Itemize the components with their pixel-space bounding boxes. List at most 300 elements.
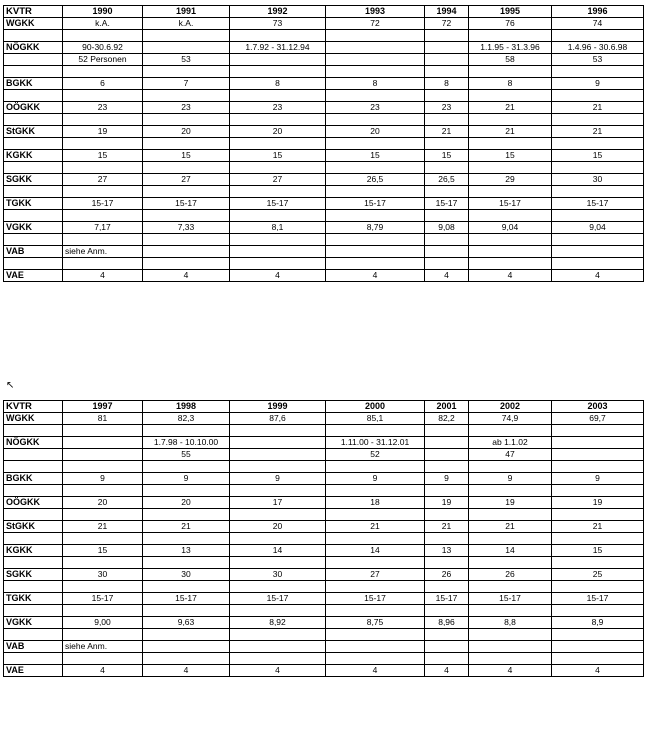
spacer-cell (143, 653, 230, 665)
table-row (4, 473, 644, 485)
spacer-cell (143, 210, 230, 222)
cell-value (552, 641, 644, 653)
spacer-cell (143, 581, 230, 593)
spacer-cell (143, 605, 230, 617)
cell-value (425, 54, 469, 66)
cell-value: 15-17 (143, 593, 230, 605)
spacer-cell (326, 533, 425, 545)
cell-value: 19 (425, 497, 469, 509)
cell-value: 4 (326, 665, 425, 677)
spacer-cell (63, 234, 143, 246)
table-row (4, 42, 644, 54)
spacer-cell (326, 509, 425, 521)
row-label: VAB (4, 246, 63, 258)
cell-value: 1.11.00 - 31.12.01 (326, 437, 425, 449)
spacer-cell (552, 90, 644, 102)
spacer-cell (425, 509, 469, 521)
cell-value: 14 (230, 545, 326, 557)
cell-value: 26,5 (425, 174, 469, 186)
cell-value: 4 (469, 665, 552, 677)
cell-value: 8 (326, 78, 425, 90)
cell-value: 27 (230, 174, 326, 186)
cell-value: 21 (143, 521, 230, 533)
row-label: WGKK (4, 413, 63, 425)
cell-value: 27 (143, 174, 230, 186)
cell-value: 20 (143, 126, 230, 138)
spacer-cell (63, 485, 143, 497)
cell-value: 19 (469, 497, 552, 509)
spacer-cell (469, 210, 552, 222)
spacer-cell (425, 90, 469, 102)
cell-value: 6 (63, 78, 143, 90)
table-row (4, 174, 644, 186)
header-row (4, 6, 644, 18)
cell-value: siehe Anm. (63, 641, 143, 653)
cell-value: 47 (469, 449, 552, 461)
cell-value: 9 (469, 473, 552, 485)
header-label: KVTR (4, 6, 63, 18)
cell-value: 9 (552, 78, 644, 90)
cell-value: 1.7.92 - 31.12.94 (230, 42, 326, 54)
cell-value: 23 (230, 102, 326, 114)
spacer-cell (63, 425, 143, 437)
spacer-cell (469, 114, 552, 126)
spacer-cell (469, 605, 552, 617)
spacer-row (4, 66, 644, 78)
spacer-cell (4, 138, 63, 150)
cell-value: 4 (63, 665, 143, 677)
cell-value: 8,8 (469, 617, 552, 629)
spacer-cell (4, 30, 63, 42)
cell-value: 15-17 (326, 198, 425, 210)
cell-value: 21 (63, 521, 143, 533)
spacer-cell (469, 509, 552, 521)
row-label: KGKK (4, 545, 63, 557)
spacer-cell (425, 629, 469, 641)
cell-value: 15 (63, 545, 143, 557)
year-header: 1999 (230, 401, 326, 413)
spacer-cell (63, 509, 143, 521)
spacer-cell (326, 162, 425, 174)
cell-value: 9 (326, 473, 425, 485)
cell-value: 15 (230, 150, 326, 162)
spacer-cell (552, 485, 644, 497)
table-row (4, 126, 644, 138)
spacer-cell (552, 186, 644, 198)
table-row (4, 413, 644, 425)
spacer-cell (326, 210, 425, 222)
cell-value: 72 (425, 18, 469, 30)
spacer-row (4, 605, 644, 617)
cell-value: 15-17 (230, 198, 326, 210)
year-header: 1996 (552, 6, 644, 18)
spacer-cell (4, 90, 63, 102)
spacer-cell (230, 629, 326, 641)
cell-value: 25 (552, 569, 644, 581)
spacer-cell (469, 533, 552, 545)
cell-value: 30 (552, 174, 644, 186)
spacer-cell (425, 114, 469, 126)
cell-value: 21 (552, 126, 644, 138)
cell-value (326, 641, 425, 653)
spacer-cell (469, 234, 552, 246)
cell-value (425, 42, 469, 54)
spacer-cell (469, 162, 552, 174)
row-label: OÖGKK (4, 497, 63, 509)
cell-value: 13 (425, 545, 469, 557)
cell-value (143, 246, 230, 258)
table-1990-1996 (3, 5, 644, 282)
cell-value: 8,92 (230, 617, 326, 629)
cell-value: 53 (143, 54, 230, 66)
spacer-cell (469, 653, 552, 665)
spacer-cell (4, 485, 63, 497)
spacer-cell (552, 210, 644, 222)
cell-value (425, 246, 469, 258)
spacer-cell (63, 557, 143, 569)
year-header: 2002 (469, 401, 552, 413)
cell-value: 19 (552, 497, 644, 509)
cell-value: k.A. (143, 18, 230, 30)
table-1997-2003 (3, 400, 644, 677)
cell-value: 4 (230, 665, 326, 677)
spacer-cell (4, 234, 63, 246)
spacer-cell (425, 30, 469, 42)
spacer-cell (230, 186, 326, 198)
spacer-cell (326, 653, 425, 665)
cell-value: 15-17 (143, 198, 230, 210)
cell-value: 90-30.6.92 (63, 42, 143, 54)
cell-value: 14 (469, 545, 552, 557)
table-row (4, 102, 644, 114)
spacer-cell (230, 138, 326, 150)
header-row (4, 401, 644, 413)
spacer-row (4, 258, 644, 270)
cell-value: 20 (63, 497, 143, 509)
year-header: 1991 (143, 6, 230, 18)
cell-value (326, 54, 425, 66)
spacer-cell (552, 557, 644, 569)
cell-value: 20 (143, 497, 230, 509)
spacer-cell (143, 629, 230, 641)
cell-value: 15 (469, 150, 552, 162)
spacer-cell (230, 114, 326, 126)
cell-value: 4 (230, 270, 326, 282)
spacer-cell (425, 557, 469, 569)
cell-value: 30 (143, 569, 230, 581)
cell-value: siehe Anm. (63, 246, 143, 258)
year-header: 1992 (230, 6, 326, 18)
cell-value: 15 (552, 150, 644, 162)
cell-value: 7,33 (143, 222, 230, 234)
cell-value: 4 (552, 270, 644, 282)
spacer-cell (425, 485, 469, 497)
spacer-row (4, 581, 644, 593)
row-label: NÖGKK (4, 437, 63, 449)
row-label: VAE (4, 270, 63, 282)
cell-value (425, 437, 469, 449)
cell-value: 4 (143, 665, 230, 677)
cell-value: 18 (326, 497, 425, 509)
spacer-cell (469, 66, 552, 78)
cell-value: 21 (552, 521, 644, 533)
cell-value: 4 (143, 270, 230, 282)
spacer-cell (469, 138, 552, 150)
cell-value: 9 (230, 473, 326, 485)
year-header: 1994 (425, 6, 469, 18)
cell-value: 20 (230, 521, 326, 533)
spacer-cell (63, 90, 143, 102)
spacer-cell (230, 533, 326, 545)
table-row (4, 270, 644, 282)
cell-value: 15-17 (469, 593, 552, 605)
spacer-cell (143, 425, 230, 437)
cell-value: 1.7.98 - 10.10.00 (143, 437, 230, 449)
cell-value: 87,6 (230, 413, 326, 425)
spacer-cell (326, 461, 425, 473)
cell-value: 8,9 (552, 617, 644, 629)
spacer-cell (230, 653, 326, 665)
spacer-cell (326, 90, 425, 102)
spacer-cell (143, 162, 230, 174)
cell-value: 15-17 (425, 593, 469, 605)
spacer-cell (469, 485, 552, 497)
spacer-cell (230, 30, 326, 42)
spacer-cell (143, 138, 230, 150)
spacer-cell (143, 485, 230, 497)
cell-value: 9 (63, 473, 143, 485)
cell-value: 9,00 (63, 617, 143, 629)
spacer-row (4, 425, 644, 437)
cell-value (469, 246, 552, 258)
spacer-cell (552, 605, 644, 617)
cell-value (552, 246, 644, 258)
spacer-cell (326, 186, 425, 198)
cell-value: 19 (63, 126, 143, 138)
cell-value (326, 42, 425, 54)
row-label: SGKK (4, 174, 63, 186)
spacer-cell (326, 629, 425, 641)
spacer-cell (63, 258, 143, 270)
spacer-cell (425, 66, 469, 78)
spacer-cell (143, 461, 230, 473)
spacer-cell (326, 258, 425, 270)
spacer-cell (63, 30, 143, 42)
cell-value: 21 (425, 521, 469, 533)
spacer-cell (552, 425, 644, 437)
cell-value: 55 (143, 449, 230, 461)
spacer-row (4, 210, 644, 222)
cell-value: 58 (469, 54, 552, 66)
spacer-cell (4, 533, 63, 545)
table-row (4, 593, 644, 605)
cell-value: 9,04 (552, 222, 644, 234)
cell-value: 8 (425, 78, 469, 90)
cell-value: 21 (469, 126, 552, 138)
cell-value: 21 (425, 126, 469, 138)
spacer-cell (4, 509, 63, 521)
cell-value: 8,75 (326, 617, 425, 629)
cell-value: k.A. (63, 18, 143, 30)
cell-value: 20 (326, 126, 425, 138)
cell-value: 85,1 (326, 413, 425, 425)
table-row (4, 665, 644, 677)
cell-value: 9,08 (425, 222, 469, 234)
year-header: 2001 (425, 401, 469, 413)
cell-value: ab 1.1.02 (469, 437, 552, 449)
spacer-cell (425, 138, 469, 150)
cell-value (469, 641, 552, 653)
table-row (4, 545, 644, 557)
spacer-cell (425, 581, 469, 593)
cell-value: 4 (469, 270, 552, 282)
cell-value: 21 (552, 102, 644, 114)
spacer-cell (4, 605, 63, 617)
spacer-cell (326, 425, 425, 437)
row-label (4, 449, 63, 461)
spacer-cell (63, 66, 143, 78)
spacer-cell (143, 186, 230, 198)
spacer-cell (4, 186, 63, 198)
year-header: 2000 (326, 401, 425, 413)
cell-value: 29 (469, 174, 552, 186)
cell-value: 15 (326, 150, 425, 162)
table-row (4, 222, 644, 234)
cell-value: 9 (552, 473, 644, 485)
cell-value (425, 449, 469, 461)
cell-value: 53 (552, 54, 644, 66)
table-row (4, 246, 644, 258)
cell-value: 8 (469, 78, 552, 90)
spacer-cell (469, 90, 552, 102)
spacer-row (4, 186, 644, 198)
year-header: 1995 (469, 6, 552, 18)
row-label: BGKK (4, 473, 63, 485)
row-label: OÖGKK (4, 102, 63, 114)
header-label: KVTR (4, 401, 63, 413)
spacer-cell (469, 30, 552, 42)
cell-value (552, 449, 644, 461)
cell-value: 1.1.95 - 31.3.96 (469, 42, 552, 54)
table-row (4, 521, 644, 533)
cell-value: 26 (425, 569, 469, 581)
spacer-cell (230, 66, 326, 78)
cell-value (425, 641, 469, 653)
spacer-cell (552, 138, 644, 150)
row-label: SGKK (4, 569, 63, 581)
spacer-row (4, 485, 644, 497)
row-label: StGKK (4, 521, 63, 533)
year-header: 1993 (326, 6, 425, 18)
spacer-cell (425, 533, 469, 545)
spacer-cell (552, 461, 644, 473)
spacer-cell (143, 509, 230, 521)
cell-value: 15-17 (469, 198, 552, 210)
spacer-cell (143, 66, 230, 78)
spacer-cell (425, 425, 469, 437)
cell-value: 26 (469, 569, 552, 581)
table-row (4, 617, 644, 629)
spacer-cell (143, 30, 230, 42)
table-1-body (4, 6, 644, 282)
cell-value: 21 (469, 102, 552, 114)
spacer-cell (230, 509, 326, 521)
table-row (4, 54, 644, 66)
spacer-row (4, 557, 644, 569)
cell-value: 81 (63, 413, 143, 425)
spacer-cell (230, 425, 326, 437)
cell-value: 52 Personen (63, 54, 143, 66)
cell-value: 73 (230, 18, 326, 30)
spacer-cell (425, 210, 469, 222)
spacer-row (4, 653, 644, 665)
cell-value: 23 (143, 102, 230, 114)
arrow-mark-icon: ↖ (6, 380, 15, 391)
spacer-cell (4, 557, 63, 569)
spacer-cell (230, 581, 326, 593)
cell-value: 76 (469, 18, 552, 30)
spacer-cell (552, 162, 644, 174)
row-label (4, 54, 63, 66)
cell-value (143, 42, 230, 54)
spacer-cell (552, 533, 644, 545)
row-label: VAB (4, 641, 63, 653)
spacer-cell (63, 114, 143, 126)
cell-value: 7,17 (63, 222, 143, 234)
spacer-cell (63, 461, 143, 473)
row-label: WGKK (4, 18, 63, 30)
table-2-body (4, 401, 644, 677)
cell-value (230, 246, 326, 258)
table-row (4, 569, 644, 581)
table-row (4, 449, 644, 461)
spacer-cell (425, 605, 469, 617)
cell-value: 52 (326, 449, 425, 461)
spacer-row (4, 509, 644, 521)
cell-value: 15 (425, 150, 469, 162)
table-row (4, 497, 644, 509)
row-label: TGKK (4, 593, 63, 605)
row-label: NÖGKK (4, 42, 63, 54)
spacer-cell (4, 653, 63, 665)
spacer-cell (469, 461, 552, 473)
spacer-cell (143, 533, 230, 545)
cell-value: 20 (230, 126, 326, 138)
cell-value (230, 54, 326, 66)
cell-value (230, 641, 326, 653)
cell-value: 27 (326, 569, 425, 581)
cell-value: 30 (230, 569, 326, 581)
cell-value: 8,96 (425, 617, 469, 629)
spacer-cell (63, 581, 143, 593)
spacer-cell (143, 114, 230, 126)
cell-value: 8 (230, 78, 326, 90)
spacer-cell (469, 629, 552, 641)
spacer-cell (552, 581, 644, 593)
table-row (4, 641, 644, 653)
spacer-row (4, 234, 644, 246)
cell-value: 15 (63, 150, 143, 162)
spacer-cell (552, 258, 644, 270)
cell-value: 82,2 (425, 413, 469, 425)
spacer-row (4, 533, 644, 545)
year-header: 1998 (143, 401, 230, 413)
spacer-cell (425, 162, 469, 174)
cell-value: 15-17 (326, 593, 425, 605)
spacer-cell (425, 461, 469, 473)
cell-value: 8,79 (326, 222, 425, 234)
spacer-cell (4, 629, 63, 641)
